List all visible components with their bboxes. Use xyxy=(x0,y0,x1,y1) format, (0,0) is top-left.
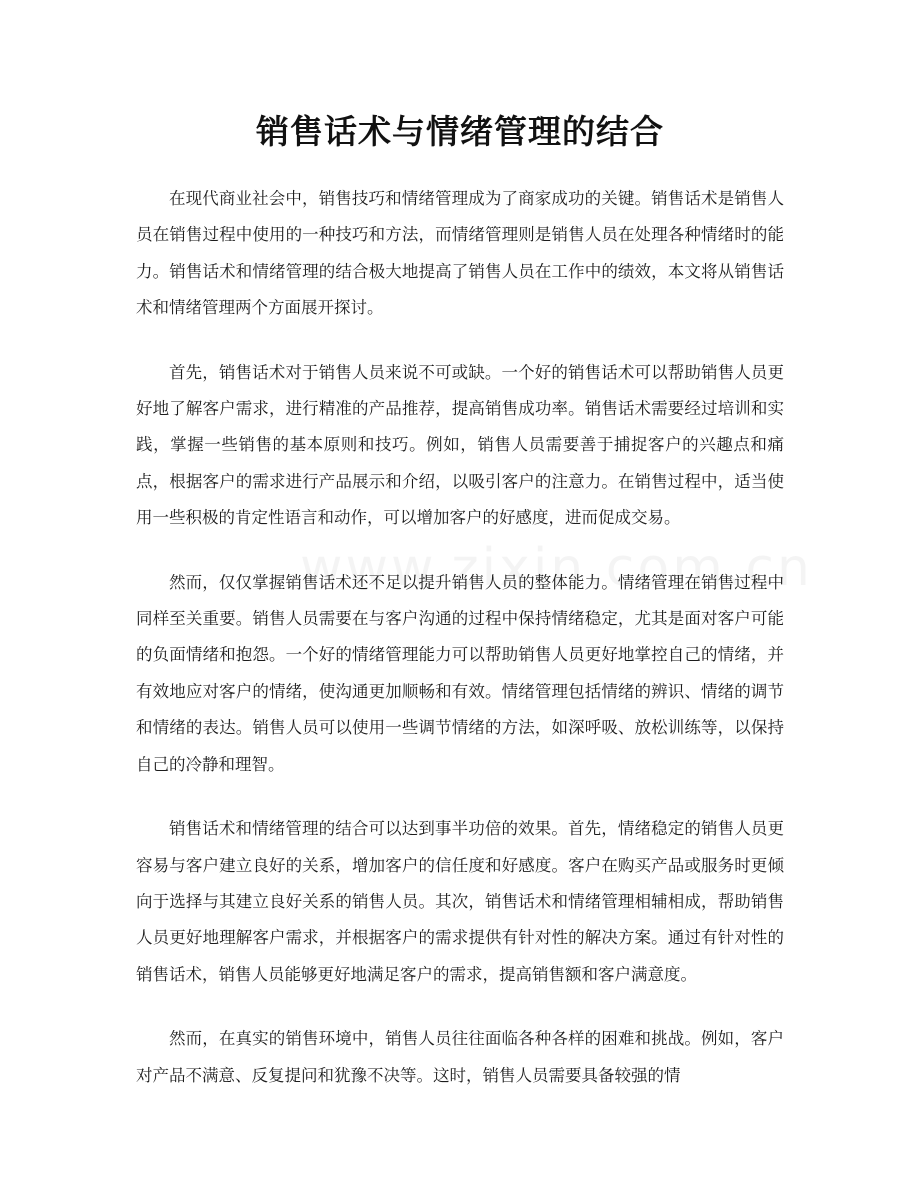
paragraph-1: 在现代商业社会中，销售技巧和情绪管理成为了商家成功的关键。销售话术是销售人员在销售过程中使用的一种技巧和方法，而情绪管理则是销售人员在处理各种情绪时的能力。销售话术和情绪管理的结合极大地提高了销售人员在工作中的绩效，本文将从销售话术和情绪管理两个方面展开探讨。 xyxy=(136,189,784,318)
paragraph-2: 首先，销售话术对于销售人员来说不可或缺。一个好的销售话术可以帮助销售人员更好地了解客户需求，进行精准的产品推荐，提高销售成功率。销售话术需要经过培训和实践，掌握一些销售的基本原则和技巧。例如，销售人员需要善于捕捉客户的兴趣点和痛点，根据客户的需求进行产品展示和介绍，以吸引客户的注意力。在销售过程中，适当使用一些积极的肯定性语言和动作，可以增加客户的好感度，进而促成交易。 xyxy=(136,362,784,528)
paragraph-5: 然而，在真实的销售环境中，销售人员往往面临各种各样的困难和挑战。例如，客户对产品不满意、反复提问和犹豫不决等。这时，销售人员需要具备较强的情 xyxy=(136,1029,784,1085)
paragraph-3: 然而，仅仅掌握销售话术还不足以提升销售人员的整体能力。情绪管理在销售过程中同样至关重要。销售人员需要在与客户沟通的过程中保持情绪稳定，尤其是面对客户可能的负面情绪和抱怨。一个好的情绪管理能力可以帮助销售人员更好地掌控自己的情绪，并有效地应对客户的情绪，使沟通更加顺畅和有效。情绪管理包括情绪的辨识、情绪的调节和情绪的表达。销售人员可以使用一些调节情绪的方法，如深呼吸、放松训练等，以保持自己的冷静和理智。 xyxy=(136,572,784,774)
document-body xyxy=(136,181,784,1122)
paragraph-4: 销售话术和情绪管理的结合可以达到事半功倍的效果。首先，情绪稳定的销售人员更容易与客户建立良好的关系，增加客户的信任度和好感度。客户在购买产品或服务时更倾向于选择与其建立良好关系的销售人员。其次，销售话术和情绪管理相辅相成，帮助销售人员更好地理解客户需求，并根据客户的需求提供有针对性的解决方案。通过有针对性的销售话术，销售人员能够更好地满足客户的需求，提高销售额和客户满意度。 xyxy=(136,819,784,984)
document-title: 销售话术与情绪管理的结合 xyxy=(256,112,664,151)
